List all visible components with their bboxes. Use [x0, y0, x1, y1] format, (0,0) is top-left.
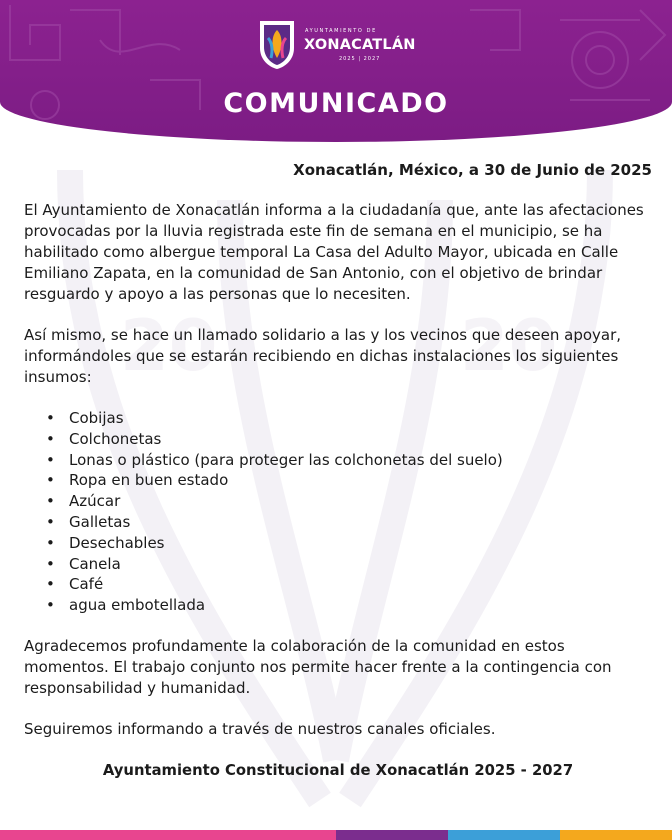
bullet-icon: • [46, 450, 55, 469]
list-item [24, 512, 652, 533]
list-item [24, 554, 652, 575]
paragraph-call: Así mismo, se hace un llamado solidario a las y los vecinos que deseen apoyar, informándoles que se estarán recibiendo en dichas instalaciones los siguientes insumos: [24, 326, 622, 386]
municipality-logo [257, 18, 417, 70]
list-item [24, 491, 652, 512]
watermark-number-left: 20 [120, 305, 218, 387]
list-item-label: Lonas o plástico (para proteger las colchonetas del suelo) [69, 450, 503, 469]
stripe-segment [336, 830, 448, 840]
stripe-segment [448, 830, 560, 840]
bullet-icon: • [46, 533, 55, 552]
color-stripe [0, 830, 672, 840]
list-item [24, 470, 652, 491]
list-item-label: Galletas [69, 512, 131, 531]
logo-subtitle: AYUNTAMIENTO DE [305, 28, 377, 34]
shield-icon [257, 18, 297, 70]
list-item-label: agua embotellada [69, 596, 206, 615]
list-item-label: Desechables [69, 533, 165, 552]
page-title: COMUNICADO [223, 88, 449, 119]
paragraph-intro: El Ayuntamiento de Xonacatlán informa a la ciudadanía que, ante las afectaciones provocadas por la lluvia registrada este fin de semana en el municipio, se ha habilitado como albergue temporal La Casa del Adulto Mayor, ubicada en Calle Emiliano Zapata, en la comunidad de San Antonio, con el objetivo de brindar resguardo y apoyo a las personas que lo necesiten. [24, 201, 644, 303]
paragraph-closing: Seguiremos informando a través de nuestros canales oficiales. [24, 719, 496, 738]
signature: Ayuntamiento Constitucional de Xonacatlán 2025 - 2027 [102, 761, 574, 779]
list-item-label: Colchonetas [69, 429, 162, 448]
list-item [24, 533, 652, 554]
list-item-label: Canela [69, 554, 121, 573]
list-item-label: Café [69, 575, 104, 594]
list-item-label: Azúcar [69, 492, 121, 511]
header-banner [0, 0, 672, 142]
stripe-segment [560, 830, 672, 840]
bullet-icon: • [46, 492, 55, 511]
communique-body [24, 160, 652, 781]
list-item [24, 574, 652, 595]
date-line: Xonacatlán, México, a 30 de Junio de 2025 [293, 161, 652, 179]
list-item [24, 595, 652, 616]
bullet-icon: • [46, 512, 55, 531]
bullet-icon: • [46, 429, 55, 448]
watermark-number-right: 20 [460, 305, 558, 387]
logo-name: XONACATLÁN [304, 37, 416, 53]
bullet-icon: • [46, 409, 55, 427]
list-item [24, 408, 652, 429]
bullet-icon: • [46, 471, 55, 490]
paragraph-thanks: Agradecemos profundamente la colaboración de la comunidad en estos momentos. El trabajo conjunto nos permite hacer frente a la contingencia con responsabilidad y humanidad. [24, 636, 612, 697]
logo-years: 2025 | 2027 [339, 56, 381, 62]
list-item [24, 450, 652, 471]
bullet-icon: • [46, 554, 55, 573]
supplies-list [24, 408, 652, 616]
list-item-label: Cobijas [69, 409, 124, 427]
bullet-icon: • [46, 575, 55, 594]
stripe-segment [0, 830, 112, 840]
list-item [24, 429, 652, 450]
stripe-segment [112, 830, 224, 840]
bullet-icon: • [46, 596, 55, 615]
stripe-segment [224, 830, 336, 840]
list-item-label: Ropa en buen estado [69, 471, 229, 490]
